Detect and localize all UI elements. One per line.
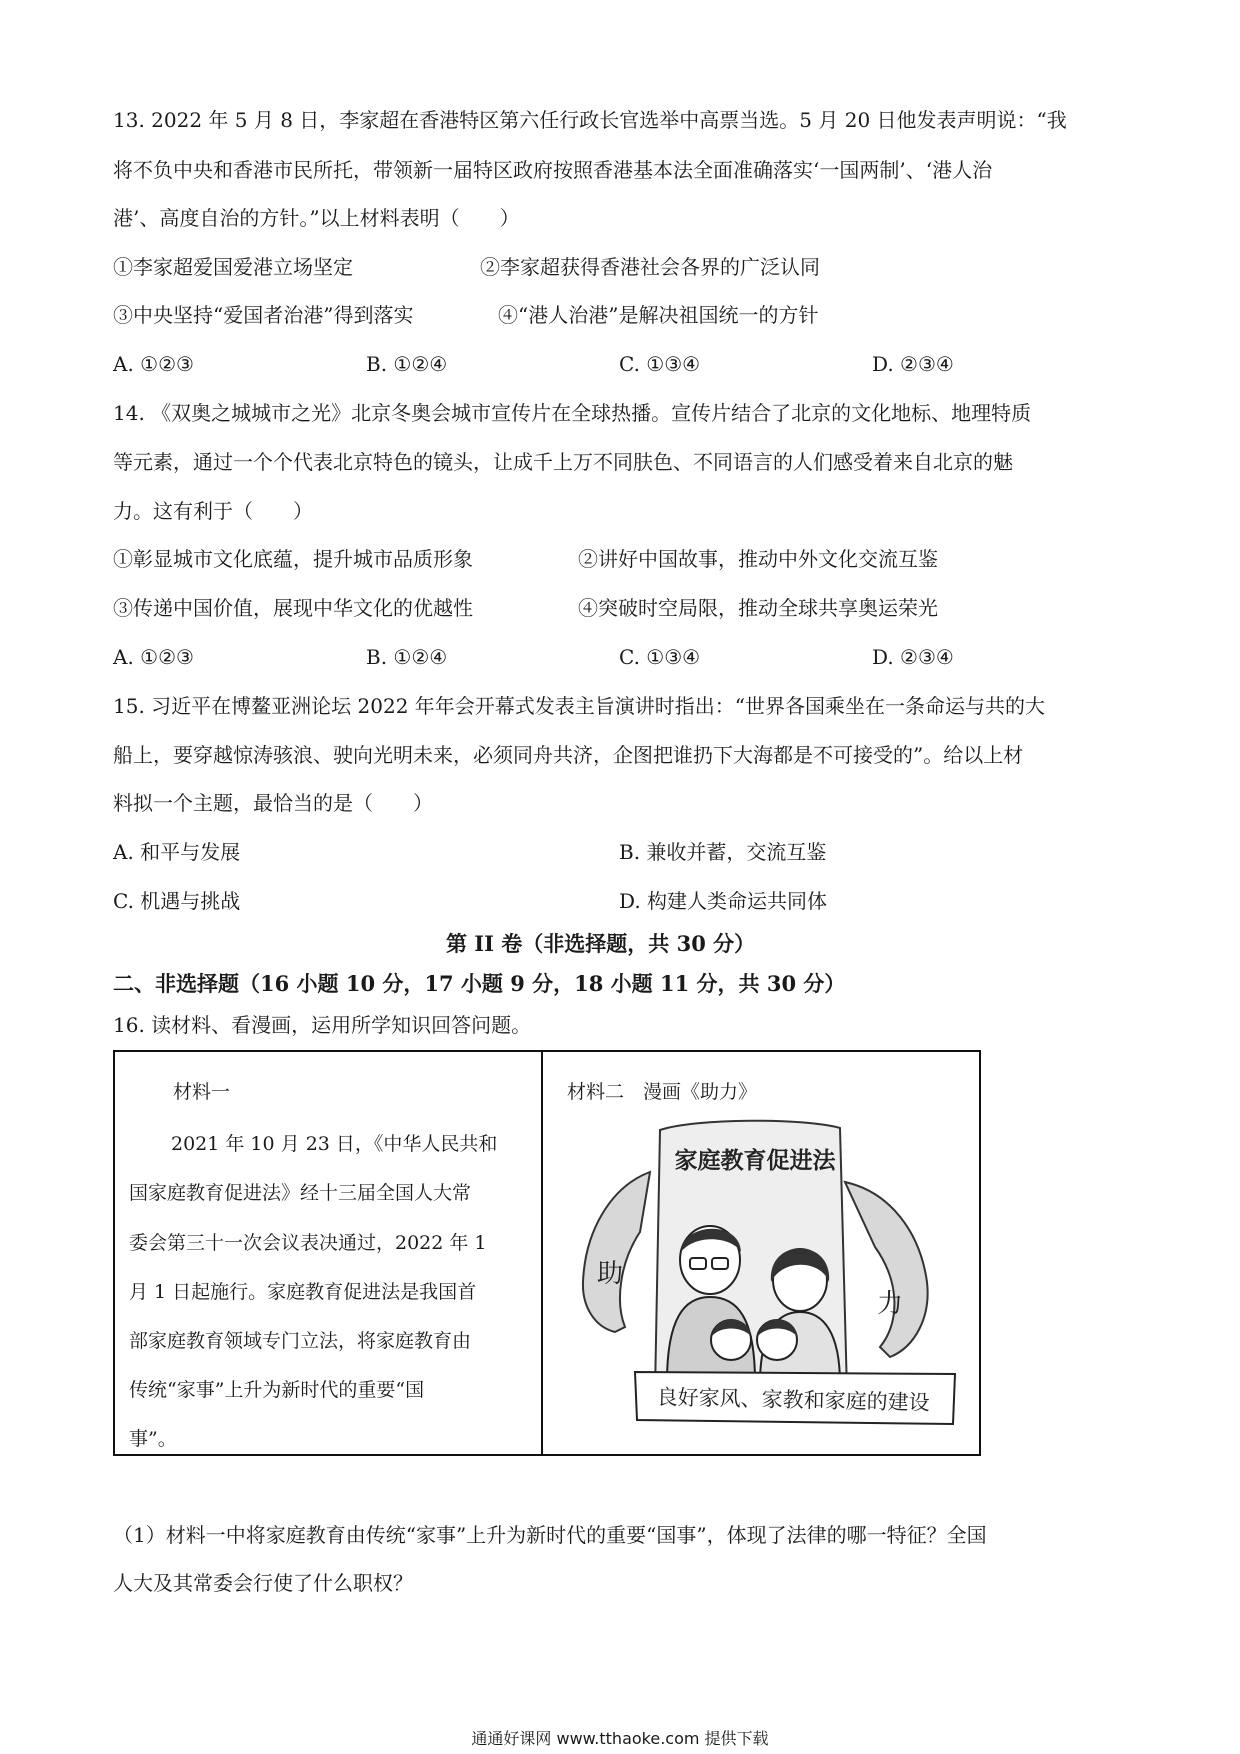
- material1-line-3: 委会第三十一次会议表决通过，2022 年 1: [129, 1232, 487, 1254]
- comic-left-char: 助: [596, 1259, 624, 1289]
- q16-sub1-line-1: （1）材料一中将家庭教育由传统“家事”上升为新时代的重要“国事”，体现了法律的哪一特征？全国: [113, 1523, 987, 1547]
- q15-line-2: 船上，要穿越惊涛骇浪、驶向光明未来，必须同舟共济，企图把谁扔下大海都是不可接受的”。给以上材: [113, 743, 1024, 767]
- q15-options-row-2: [113, 889, 1013, 913]
- q13-options: [113, 352, 1013, 376]
- q14-options: [113, 645, 1013, 669]
- comic-illustration: [555, 1112, 965, 1452]
- q13-line-2: 将不负中央和香港市民所托，带领新一届特区政府按照香港基本法全面准确落实‘一国两制’、‘港人治: [113, 158, 993, 182]
- material1-line-5: 部家庭教育领域专门立法，将家庭教育由: [129, 1330, 472, 1352]
- q15-line-1: 15. 习近平在博鳌亚洲论坛 2022 年年会开幕式发表主旨演讲时指出：“世界各国乘坐在一条命运与共的大: [113, 694, 1046, 718]
- q14-item-1: ①彰显城市文化底蕴，提升城市品质形象: [113, 547, 473, 571]
- q15-option-c[interactable]: C. 机遇与挑战: [113, 889, 241, 913]
- material-table: [113, 1050, 981, 1456]
- material1-line-6: 传统“家事”上升为新时代的重要“国: [129, 1379, 425, 1401]
- section-subtitle: 二、非选择题（16 小题 10 分，17 小题 9 分，18 小题 11 分，共 30 分）: [113, 971, 846, 996]
- q13-option-b[interactable]: B. ①②④: [366, 352, 448, 376]
- q15-options-row-1: [113, 840, 1013, 864]
- q14-option-d[interactable]: D. ②③④: [872, 645, 954, 669]
- comic-banner-text: 良好家风、家教和家庭的建设: [656, 1385, 930, 1415]
- q14-item-2: ②讲好中国故事，推动中外文化交流互鉴: [578, 547, 938, 571]
- q16-intro: 16. 读材料、看漫画，运用所学知识回答问题。: [113, 1013, 532, 1037]
- q13-item-2: ②李家超获得香港社会各界的广泛认同: [480, 255, 820, 279]
- q13-option-d[interactable]: D. ②③④: [872, 352, 954, 376]
- comic-right-char: 力: [876, 1289, 904, 1319]
- q15-line-3: 料拟一个主题，最恰当的是（ ）: [113, 791, 433, 815]
- q13-line-1: 13. 2022 年 5 月 8 日，李家超在香港特区第六任行政长官选举中高票当选。5 月 20 日他发表声明说：“我: [113, 108, 1067, 132]
- q13-option-c[interactable]: C. ①③④: [619, 352, 701, 376]
- q14-option-c[interactable]: C. ①③④: [619, 645, 701, 669]
- q16-sub1-line-2: 人大及其常委会行使了什么职权？: [113, 1571, 413, 1595]
- q14-option-b[interactable]: B. ①②④: [366, 645, 448, 669]
- q13-line-3: 港’、高度自治的方针。”以上材料表明（ ）: [113, 206, 520, 230]
- material1-label: 材料一: [173, 1081, 231, 1103]
- left-hand-shape: [583, 1172, 650, 1332]
- q13-option-a[interactable]: A. ①②③: [113, 352, 194, 376]
- q13-item-4: ④“港人治港”是解决祖国统一的方针: [498, 303, 819, 327]
- comic-title-text: 家庭教育促进法: [674, 1148, 836, 1174]
- q15-option-b[interactable]: B. 兼收并蓄，交流互鉴: [619, 840, 827, 864]
- material1-line-1: 2021 年 10 月 23 日，《中华人民共和: [171, 1133, 498, 1155]
- material1-line-7: 事”。: [129, 1428, 177, 1450]
- material1-line-2: 国家庭教育促进法》经十三届全国人大常: [129, 1182, 472, 1204]
- q14-option-a[interactable]: A. ①②③: [113, 645, 194, 669]
- q13-item-1: ①李家超爱国爱港立场坚定: [113, 255, 353, 279]
- q13-item-3: ③中央坚持“爱国者治港”得到落实: [113, 303, 414, 327]
- q14-item-3: ③传递中国价值，展现中华文化的优越性: [113, 596, 473, 620]
- q14-line-1: 14. 《双奥之城城市之光》北京冬奥会城市宣传片在全球热播。宣传片结合了北京的文化地标、地理特质: [113, 401, 1032, 425]
- section-title: 第 II 卷（非选择题，共 30 分）: [446, 931, 756, 956]
- q14-line-3: 力。这有利于（ ）: [113, 499, 313, 523]
- q14-item-4: ④突破时空局限，推动全球共享奥运荣光: [578, 596, 938, 620]
- material1-line-4: 月 1 日起施行。家庭教育促进法是我国首: [129, 1281, 477, 1303]
- q15-option-a[interactable]: A. 和平与发展: [113, 840, 241, 864]
- q15-option-d[interactable]: D. 构建人类命运共同体: [619, 889, 828, 913]
- material2-label: 材料二 漫画《助力》: [567, 1081, 758, 1103]
- q14-line-2: 等元素，通过一个个代表北京特色的镜头，让成千上万不同肤色、不同语言的人们感受着来自北京的魅: [113, 450, 1013, 474]
- table-divider: [541, 1052, 543, 1454]
- right-hand-shape: [845, 1182, 928, 1357]
- page-footer: 通通好课网 www.tthaoke.com 提供下载: [471, 1729, 769, 1748]
